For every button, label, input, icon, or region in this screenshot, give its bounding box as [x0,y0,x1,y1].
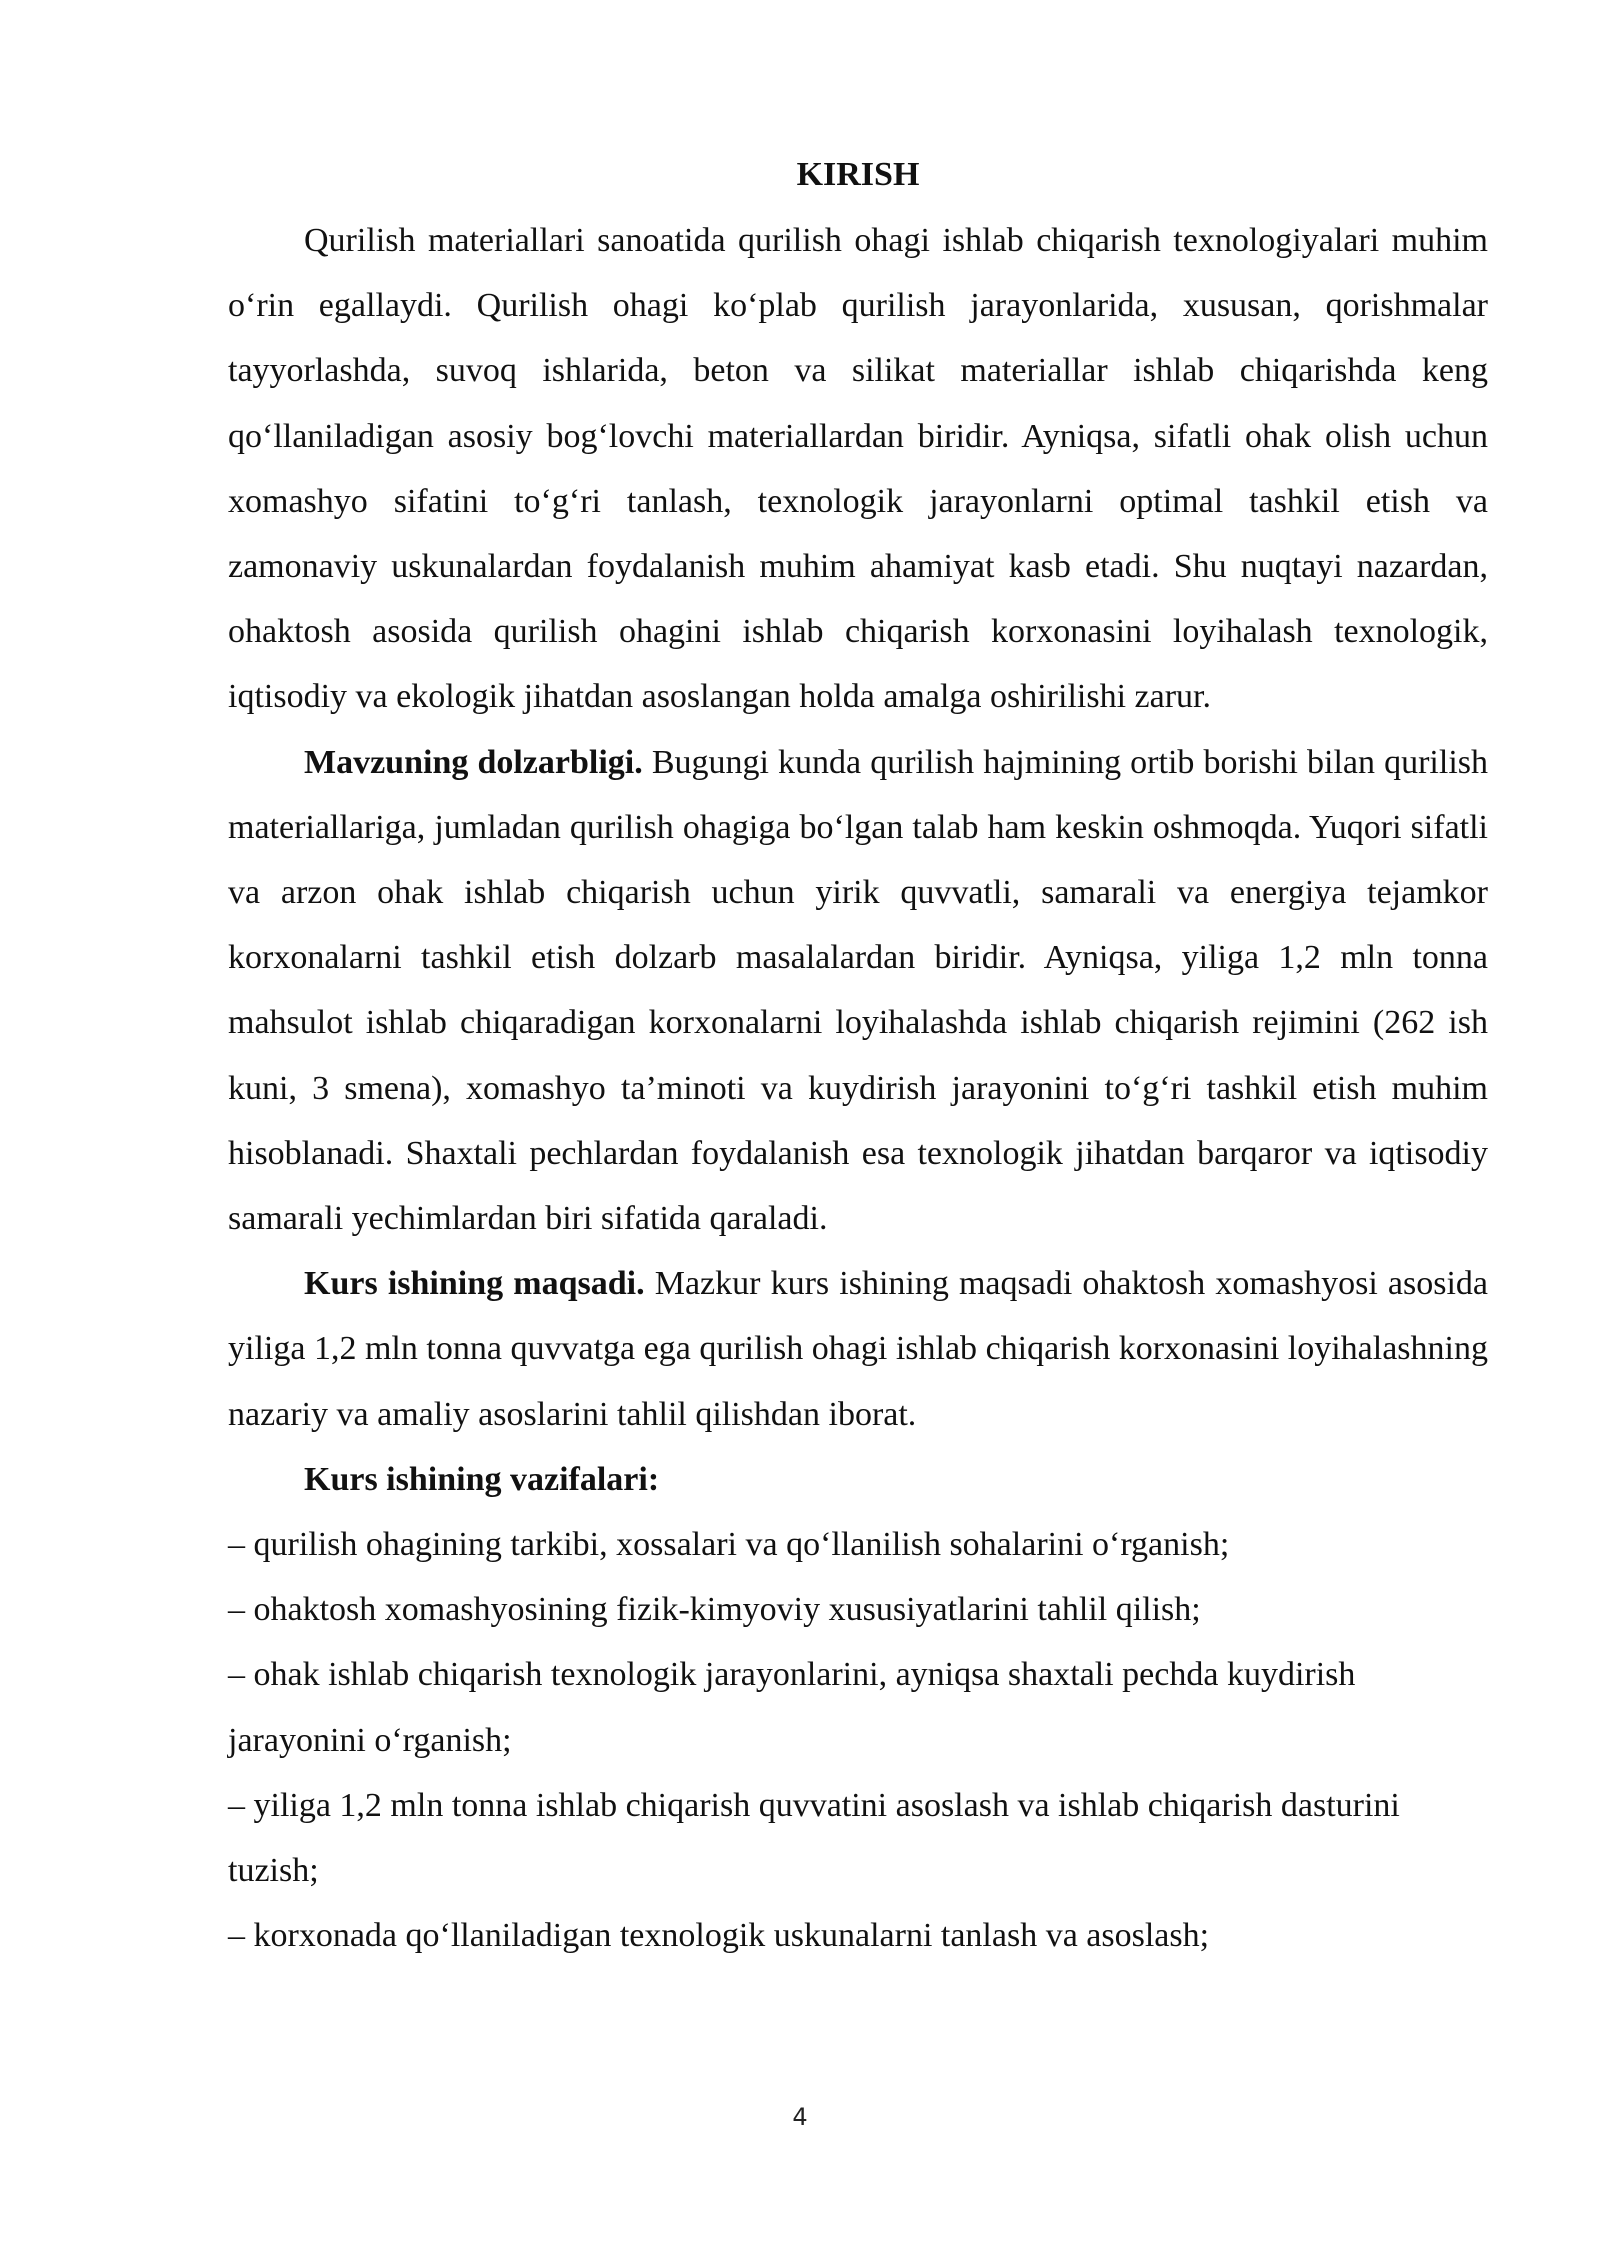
page-number: 4 [792,2103,808,2131]
list-item: – korxonada qo‘llaniladigan texnologik uskunalarni tanlash va asoslash; [228,1917,1210,1955]
document-page [228,150,1488,1968]
page-title: KIRISH [796,156,920,193]
goal-paragraph [228,1251,1488,1447]
relevance-label: Mavzuning dolzarbligi. [304,743,643,781]
tasks-heading: Kurs ishining vazifalari: [304,1460,660,1498]
goal-text: Mazkur kurs ishining maqsadi ohaktosh xomashyosi asosida yiliga 1,2 mln tonna quvvatga ega qurilish ohagi ishlab chiqarish korxonasini loyihalashning nazariy va amaliy asoslarini tahlil qilishdan iborat. [228,1265,1488,1433]
list-item: – yiliga 1,2 mln tonna ishlab chiqarish quvvatini asoslash va ishlab chiqarish dasturini tuzish; [228,1786,1400,1890]
list-item: – ohak ishlab chiqarish texnologik jarayonlarini, ayniqsa shaxtali pechda kuydirish jarayonini o‘rganish; [228,1656,1356,1759]
tasks-list [228,1512,1488,1968]
relevance-text: Bugungi kunda qurilish hajmining ortib borishi bilan qurilish materiallariga, jumladan qurilish ohagiga bo‘lgan talab ham keskin oshmoqda. Yuqori sifatli va arzon ohak ishlab chiqarish uchun yirik quvvatli, samarali va energiya tejamkor korxonalarni tashkil etish dolzarb masalalardan biridir. Ayniqsa, yiliga 1,2 mln tonna mahsulot ishlab chiqaradigan korxonalarni loyihalashda ishlab chiqarish rejimini (262 ish kuni, 3 smena), xomashyo ta’minoti va kuydirish jarayonini to‘g‘ri tashkil etish muhim hisoblanadi. Shaxtali pechlardan foydalanish esa texnologik jihatdan barqaror va iqtisodiy samarali yechimlardan biri sifatida qaraladi. [228,743,1488,1238]
intro-paragraph: Qurilish materiallari sanoatida qurilish ohagi ishlab chiqarish texnologiyalari muhim o‘rin egallaydi. Qurilish ohagi ko‘plab qurilish jarayonlarida, xususan, qorishmalar tayyorlashda, suvoq ishlarida, beton va silikat materiallar ishlab chiqarishda keng qo‘llaniladigan asosiy bog‘lovchi materiallardan biridir. Ayniqsa, sifatli ohak olish uchun xomashyo sifatini to‘g‘ri tanlash, texnologik jarayonlarni optimal tashkil etish va zamonaviy uskunalardan foydalanish muhim ahamiyat kasb etadi. Shu nuqtayi nazardan, ohaktosh asosida qurilish ohagini ishlab chiqarish korxonasini loyihalash texnologik, iqtisodiy va ekologik jihatdan asoslangan holda amalga oshirilishi zarur. [228,222,1488,716]
relevance-paragraph [228,730,1488,1252]
goal-label: Kurs ishining maqsadi. [304,1265,645,1303]
list-item: – qurilish ohagining tarkibi, xossalari va qo‘llanilish sohalarini o‘rganish; [228,1526,1230,1564]
list-item: – ohaktosh xomashyosining fizik-kimyoviy xususiyatlarini tahlil qilish; [228,1591,1201,1629]
